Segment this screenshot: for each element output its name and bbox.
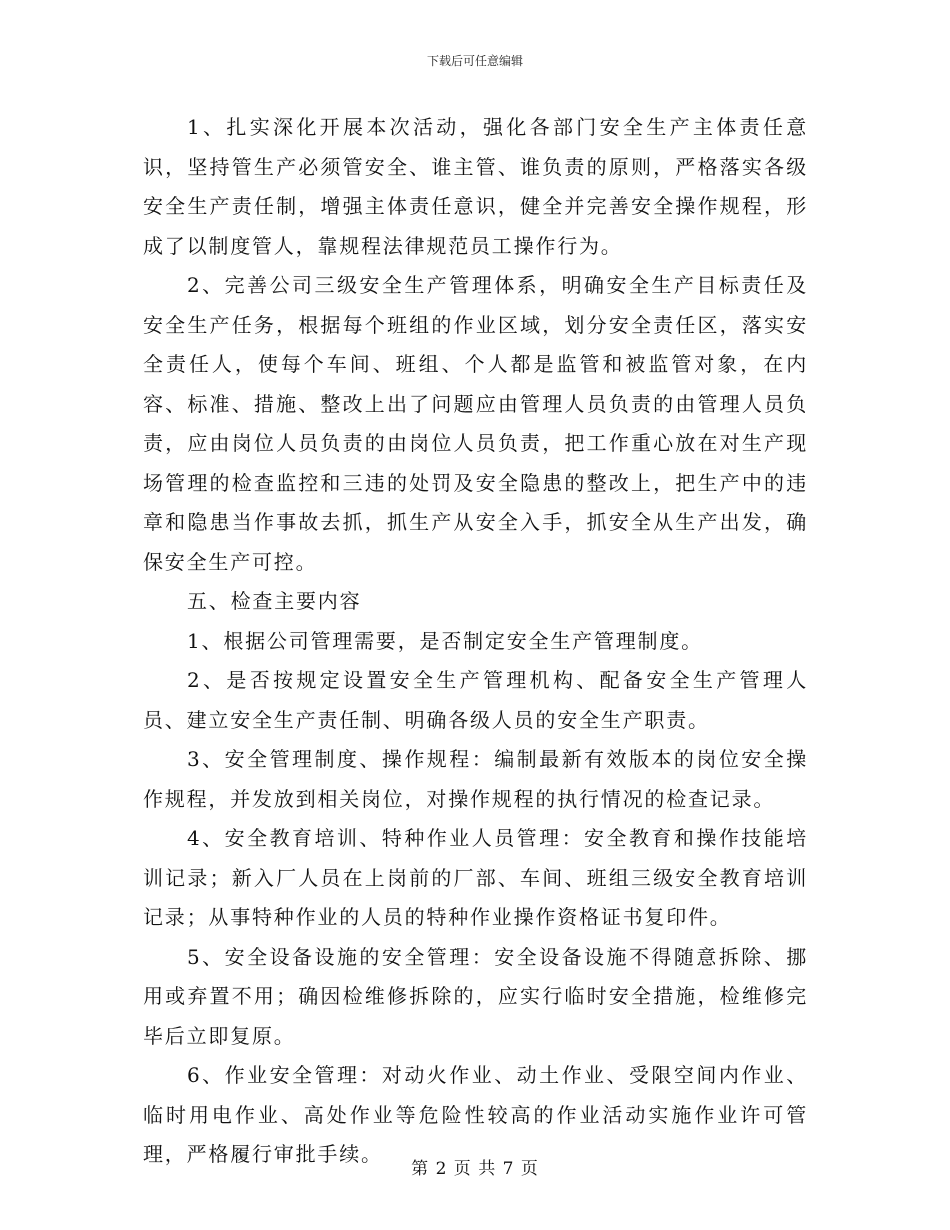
check-item-2: 2、是否按规定设置安全生产管理机构、配备安全生产管理人员、建立安全生产责任制、明确各级人员的安全生产职责。 — [143, 668, 808, 732]
check-item-1: 1、根据公司管理需要，是否制定安全生产管理制度。 — [187, 628, 703, 653]
page-footer: 第 2 页 共 7 页 — [411, 1159, 539, 1179]
check-item-6: 6、作业安全管理：对动火作业、动土作业、受限空间内作业、临时用电作业、高处作业等危险性较高的作业活动实施作业许可管理，严格履行审批手续。 — [143, 1063, 808, 1166]
check-item-5: 5、安全设备设施的安全管理：安全设备设施不得随意拆除、挪用或弃置不用；确因检维修拆除的，应实行临时安全措施，检维修完毕后立即复原。 — [143, 944, 808, 1048]
check-item-4: 4、安全教育培训、特种作业人员管理：安全教育和操作技能培训记录；新入厂人员在上岗前的厂部、车间、班组三级安全教育培训记录；从事特种作业的人员的特种作业操作资格证书复印件。 — [143, 826, 808, 929]
check-item-3: 3、安全管理制度、操作规程：编制最新有效版本的岗位安全操作规程，并发放到相关岗位，对操作规程的执行情况的检查记录。 — [143, 747, 808, 811]
document-body — [143, 108, 808, 1175]
section-heading: 五、检查主要内容 — [187, 589, 362, 613]
paragraph-2: 2、完善公司三级安全生产管理体系，明确安全生产目标责任及安全生产任务，根据每个班组的作业区域，划分安全责任区，落实安全责任人，使每个车间、班组、个人都是监管和被监管对象，在内容、标准、措施、整改上出了问题应由管理人员负责的由管理人员负责，应由岗位人员负责的由岗位人员负责，把工作重心放在对生产现场管理的检查监控和三违的处罚及安全隐患的整改上，把生产中的违章和隐患当作事故去抓，抓生产从安全入手，抓安全从生产出发，确保安全生产可控。 — [143, 273, 808, 574]
page-header: 下载后可任意编辑 — [426, 54, 523, 68]
paragraph-1: 1、扎实深化开展本次活动，强化各部门安全生产主体责任意识，坚持管生产必须管安全、谁主管、谁负责的原则，严格落实各级安全生产责任制，增强主体责任意识，健全并完善安全操作规程，形成了以制度管人，靠规程法律规范员工操作行为。 — [143, 115, 808, 258]
